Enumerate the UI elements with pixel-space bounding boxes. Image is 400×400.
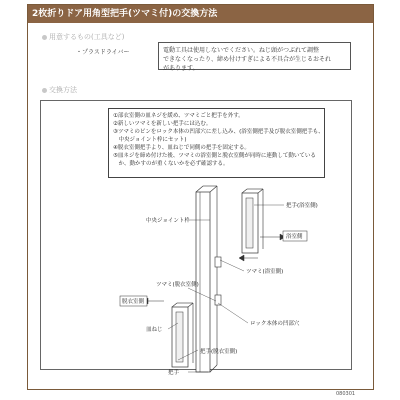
instruction-page — [27, 4, 374, 390]
label-center-joint: 中央ジョイント枠 — [146, 218, 190, 224]
step-3-cont: 中央ジョイント枠にセット) — [113, 137, 187, 143]
label-handle-bathroom: 把手(浴室側) — [286, 203, 318, 209]
step-1: ①部衣室側の皿ネジを緩め、ツマミごと把手を外す。 — [113, 113, 244, 119]
center-joint-frame-shape — [196, 186, 217, 372]
tool-item: ・プラスドライバー — [76, 49, 130, 56]
label-dressing-side: 脱衣室側 — [122, 299, 145, 305]
label-handle-dressing-1: 把手(脱衣室側) — [200, 349, 238, 355]
step-5: ⑤皿ネジを締め付けた後、ツマミの浴室側と脱衣室側が同時に連動して動いている — [113, 153, 316, 159]
label-lock-hole: ロック本体の凹部穴 — [250, 321, 300, 327]
document-code: 080301 — [336, 391, 356, 397]
step-2: ②新しいツマミを新しい把手には込む。 — [113, 121, 212, 127]
label-handle-dressing-2: 把手 — [168, 370, 180, 376]
replace-heading: 交換方法 — [42, 85, 77, 95]
bathroom-handle-shape — [242, 189, 263, 253]
assembly-diagram — [28, 5, 373, 389]
step-5-cont: か、動かすのが重くないかを必ず確認する。 — [113, 161, 229, 167]
step-4: ④脱衣室側把手より、皿ねじで同側の把手を固定する。 — [113, 145, 250, 151]
note-line: できなくなったり、締め付けすぎによる不具合が生じるおそれ — [163, 56, 332, 63]
label-flat-screw: 皿ねじ — [146, 327, 163, 333]
dressing-handle-shape — [172, 303, 193, 367]
tools-heading: 用意するもの(工具など) — [42, 32, 124, 42]
label-knob-dressing: ツマミ(脱衣室側) — [156, 282, 199, 288]
note-line: 電動工具は使用しないでください。ねじ頭がつぶれて調整 — [163, 47, 320, 54]
label-bathroom-side: 浴室側 — [286, 234, 303, 240]
knob-bathroom-shape — [215, 257, 221, 305]
page-title: 2枚折りドア用角型把手(ツマミ付)の交換方法 — [28, 5, 373, 23]
label-knob-bathroom: ツマミ(浴室側) — [246, 269, 284, 275]
step-3: ③ツマミのピンをロック本体の凹部穴に差し込み、(浴室側把手及び脱衣室側把手も、 — [113, 129, 324, 135]
note-line: があります。 — [163, 65, 199, 72]
